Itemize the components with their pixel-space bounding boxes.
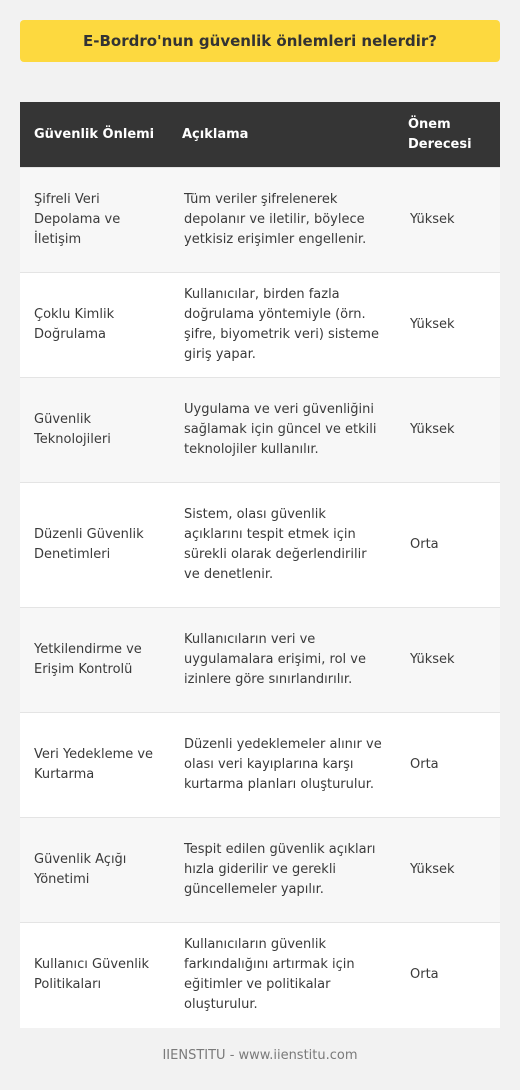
cell-description: Kullanıcılar, birden fazla doğrulama yöntemiyle (örn. şifre, biyometrik veri) sisteme giriş yapar. [170, 273, 396, 378]
cell-measure: Veri Yedekleme ve Kurtarma [20, 713, 170, 818]
table-row [20, 483, 500, 608]
cell-measure: Güvenlik Teknolojileri [20, 378, 170, 483]
cell-measure: Çoklu Kimlik Doğrulama [20, 273, 170, 378]
cell-importance: Orta [396, 483, 500, 608]
cell-measure: Kullanıcı Güvenlik Politikaları [20, 923, 170, 1028]
cell-importance: Orta [396, 923, 500, 1028]
cell-description: Sistem, olası güvenlik açıklarını tespit etmek için sürekli olarak değerlendirilir ve denetlenir. [170, 483, 396, 608]
table-row [20, 168, 500, 273]
table-row [20, 713, 500, 818]
page-title-banner [20, 20, 500, 62]
header-description: Açıklama [170, 102, 396, 168]
table-row [20, 378, 500, 483]
cell-importance: Yüksek [396, 818, 500, 923]
cell-measure: Düzenli Güvenlik Denetimleri [20, 483, 170, 608]
cell-importance: Orta [396, 713, 500, 818]
cell-importance: Yüksek [396, 168, 500, 273]
footer-credit: IIENSTITU - www.iienstitu.com [162, 1048, 358, 1063]
header-importance: Önem Derecesi [396, 102, 500, 168]
cell-description: Kullanıcıların veri ve uygulamalara erişimi, rol ve izinlere göre sınırlandırılır. [170, 608, 396, 713]
table-row [20, 608, 500, 713]
cell-importance: Yüksek [396, 378, 500, 483]
cell-measure: Yetkilendirme ve Erişim Kontrolü [20, 608, 170, 713]
cell-description: Tespit edilen güvenlik açıkları hızla giderilir ve gerekli güncellemeler yapılır. [170, 818, 396, 923]
cell-measure: Güvenlik Açığı Yönetimi [20, 818, 170, 923]
table-row [20, 273, 500, 378]
page-title: E-Bordro'nun güvenlik önlemleri nelerdir? [83, 32, 437, 50]
header-measure: Güvenlik Önlemi [20, 102, 170, 168]
table-header-row [20, 102, 500, 168]
cell-measure: Şifreli Veri Depolama ve İletişim [20, 168, 170, 273]
table-row [20, 818, 500, 923]
table-row [20, 923, 500, 1028]
cell-description: Kullanıcıların güvenlik farkındalığını artırmak için eğitimler ve politikalar oluşturulur. [170, 923, 396, 1028]
security-measures-table [20, 102, 500, 1028]
cell-description: Tüm veriler şifrelenerek depolanır ve iletilir, böylece yetkisiz erişimler engellenir. [170, 168, 396, 273]
cell-description: Düzenli yedeklemeler alınır ve olası veri kayıplarına karşı kurtarma planları oluşturulur. [170, 713, 396, 818]
cell-importance: Yüksek [396, 273, 500, 378]
cell-importance: Yüksek [396, 608, 500, 713]
cell-description: Uygulama ve veri güvenliğini sağlamak için güncel ve etkili teknolojiler kullanılır. [170, 378, 396, 483]
